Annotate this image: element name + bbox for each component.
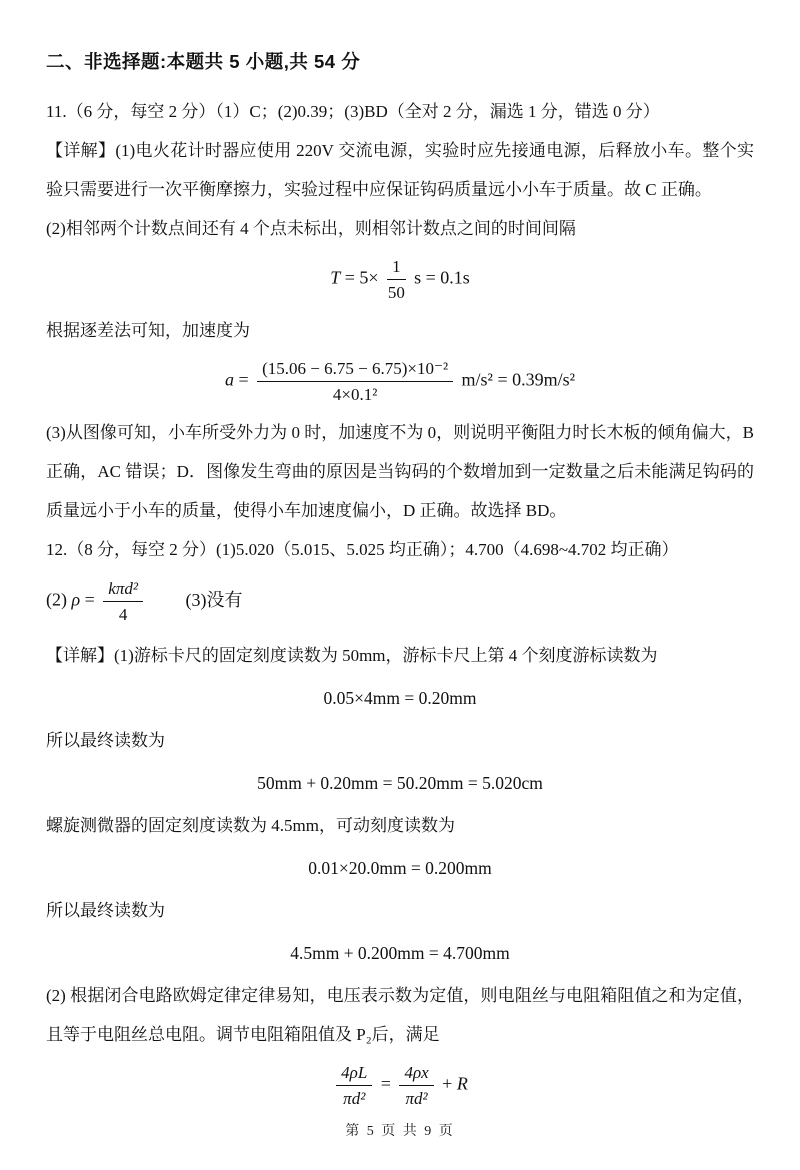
math-variable: R xyxy=(456,1073,468,1094)
fraction xyxy=(103,577,143,626)
math-variable: ρ xyxy=(71,589,81,610)
fraction-denominator: 50 xyxy=(387,283,405,302)
formula-screw-fraction: 0.01×20.0mm = 0.200mm xyxy=(308,858,492,878)
math-variable: T xyxy=(330,267,341,288)
q12-detail-paragraph-5: (2) 根据闭合电路欧姆定律定律易知，电压表示数为定值，则电阻丝与电阻箱阻值之和为定值，且等于电阻丝总电阻。调节电阻箱阻值及 P₂后，满足 xyxy=(46,986,754,1044)
fraction xyxy=(399,1061,433,1110)
page-number-indicator: 第 5 页 共 9 页 xyxy=(345,1124,455,1139)
fraction-numerator: 4ρL xyxy=(336,1061,372,1086)
formula-density xyxy=(46,577,754,626)
q11-detail-paragraph-2: (2)相邻两个计数点间还有 4 个点未标出，则相邻计数点之间的时间间隔 xyxy=(46,219,576,238)
q12-detail-paragraph-4: 所以最终读数为 xyxy=(46,901,165,920)
q11-detail-paragraph-1: 【详解】(1)电火花计时器应使用 220V 交流电源，实验时应先接通电源，后释放小车。整个实验只需要进行一次平衡摩擦力，实验过程中应保证钩码质量远小小车于质量。故 C 正确。 xyxy=(46,141,754,199)
math-operator: + xyxy=(442,1073,453,1094)
fraction-numerator: kπd² xyxy=(103,577,143,602)
item-answer: (3)没有 xyxy=(185,589,243,610)
section-title: 二、非选择题:本题共 5 小题,共 54 分 xyxy=(46,51,361,72)
q12-answer-line: 12.（8 分，每空 2 分）(1)5.020（5.015、5.025 均正确）；4.700（4.698~4.702 均正确） xyxy=(46,540,679,559)
formula-time-interval xyxy=(46,255,754,304)
math-operator: = 5× xyxy=(344,267,379,288)
q11-answer-line: 11.（6 分，每空 2 分）（1）C；(2)0.39；(3)BD（全对 2 分，漏选 1 分，错选 0 分） xyxy=(46,102,660,121)
fraction xyxy=(387,255,406,304)
math-operator: = xyxy=(238,369,249,390)
formula-acceleration xyxy=(46,357,754,406)
fraction-denominator: 4 xyxy=(118,605,128,624)
fraction-numerator: 1 xyxy=(387,255,406,280)
math-rhs: s = 0.1s xyxy=(414,267,470,288)
fraction xyxy=(257,357,453,406)
q12-detail-paragraph-3: 螺旋测微器的固定刻度读数为 4.5mm，可动刻度读数为 xyxy=(46,816,455,835)
fraction-denominator: 4×0.1² xyxy=(332,385,378,404)
math-rhs: m/s² = 0.39m/s² xyxy=(461,369,576,390)
item-label: (2) xyxy=(46,589,67,610)
fraction-denominator: πd² xyxy=(405,1089,428,1108)
q11-detail-paragraph-4: (3)从图像可知，小车所受外力为 0 时，加速度不为 0，则说明平衡阻力时长木板的倾角偏大，B 正确，AC 错误；D．图像发生弯曲的原因是当钩码的个数增加到一定数量之后未能满足钩码的质量远小于小车的质量，使得小车加速度偏小，D 正确。故选择 BD。 xyxy=(46,423,754,520)
fraction xyxy=(336,1061,372,1110)
q11-detail-paragraph-3: 根据逐差法可知，加速度为 xyxy=(46,321,250,340)
formula-vernier-total: 50mm + 0.20mm = 50.20mm = 5.020cm xyxy=(257,773,543,793)
formula-vernier-fraction: 0.05×4mm = 0.20mm xyxy=(323,688,477,708)
q12-detail-paragraph-1: 【详解】(1)游标卡尺的固定刻度读数为 50mm，游标卡尺上第 4 个刻度游标读数为 xyxy=(46,646,658,665)
fraction-numerator: (15.06 − 6.75 − 6.75)×10⁻² xyxy=(257,357,453,382)
math-variable: a xyxy=(224,369,234,390)
fraction-numerator: 4ρx xyxy=(399,1061,433,1086)
q12-detail-paragraph-2: 所以最终读数为 xyxy=(46,731,165,750)
formula-screw-total: 4.5mm + 0.200mm = 4.700mm xyxy=(290,943,510,963)
math-operator: = xyxy=(380,1073,391,1094)
formula-resistance xyxy=(46,1061,754,1110)
math-operator: = xyxy=(84,589,95,610)
fraction-denominator: πd² xyxy=(343,1089,366,1108)
